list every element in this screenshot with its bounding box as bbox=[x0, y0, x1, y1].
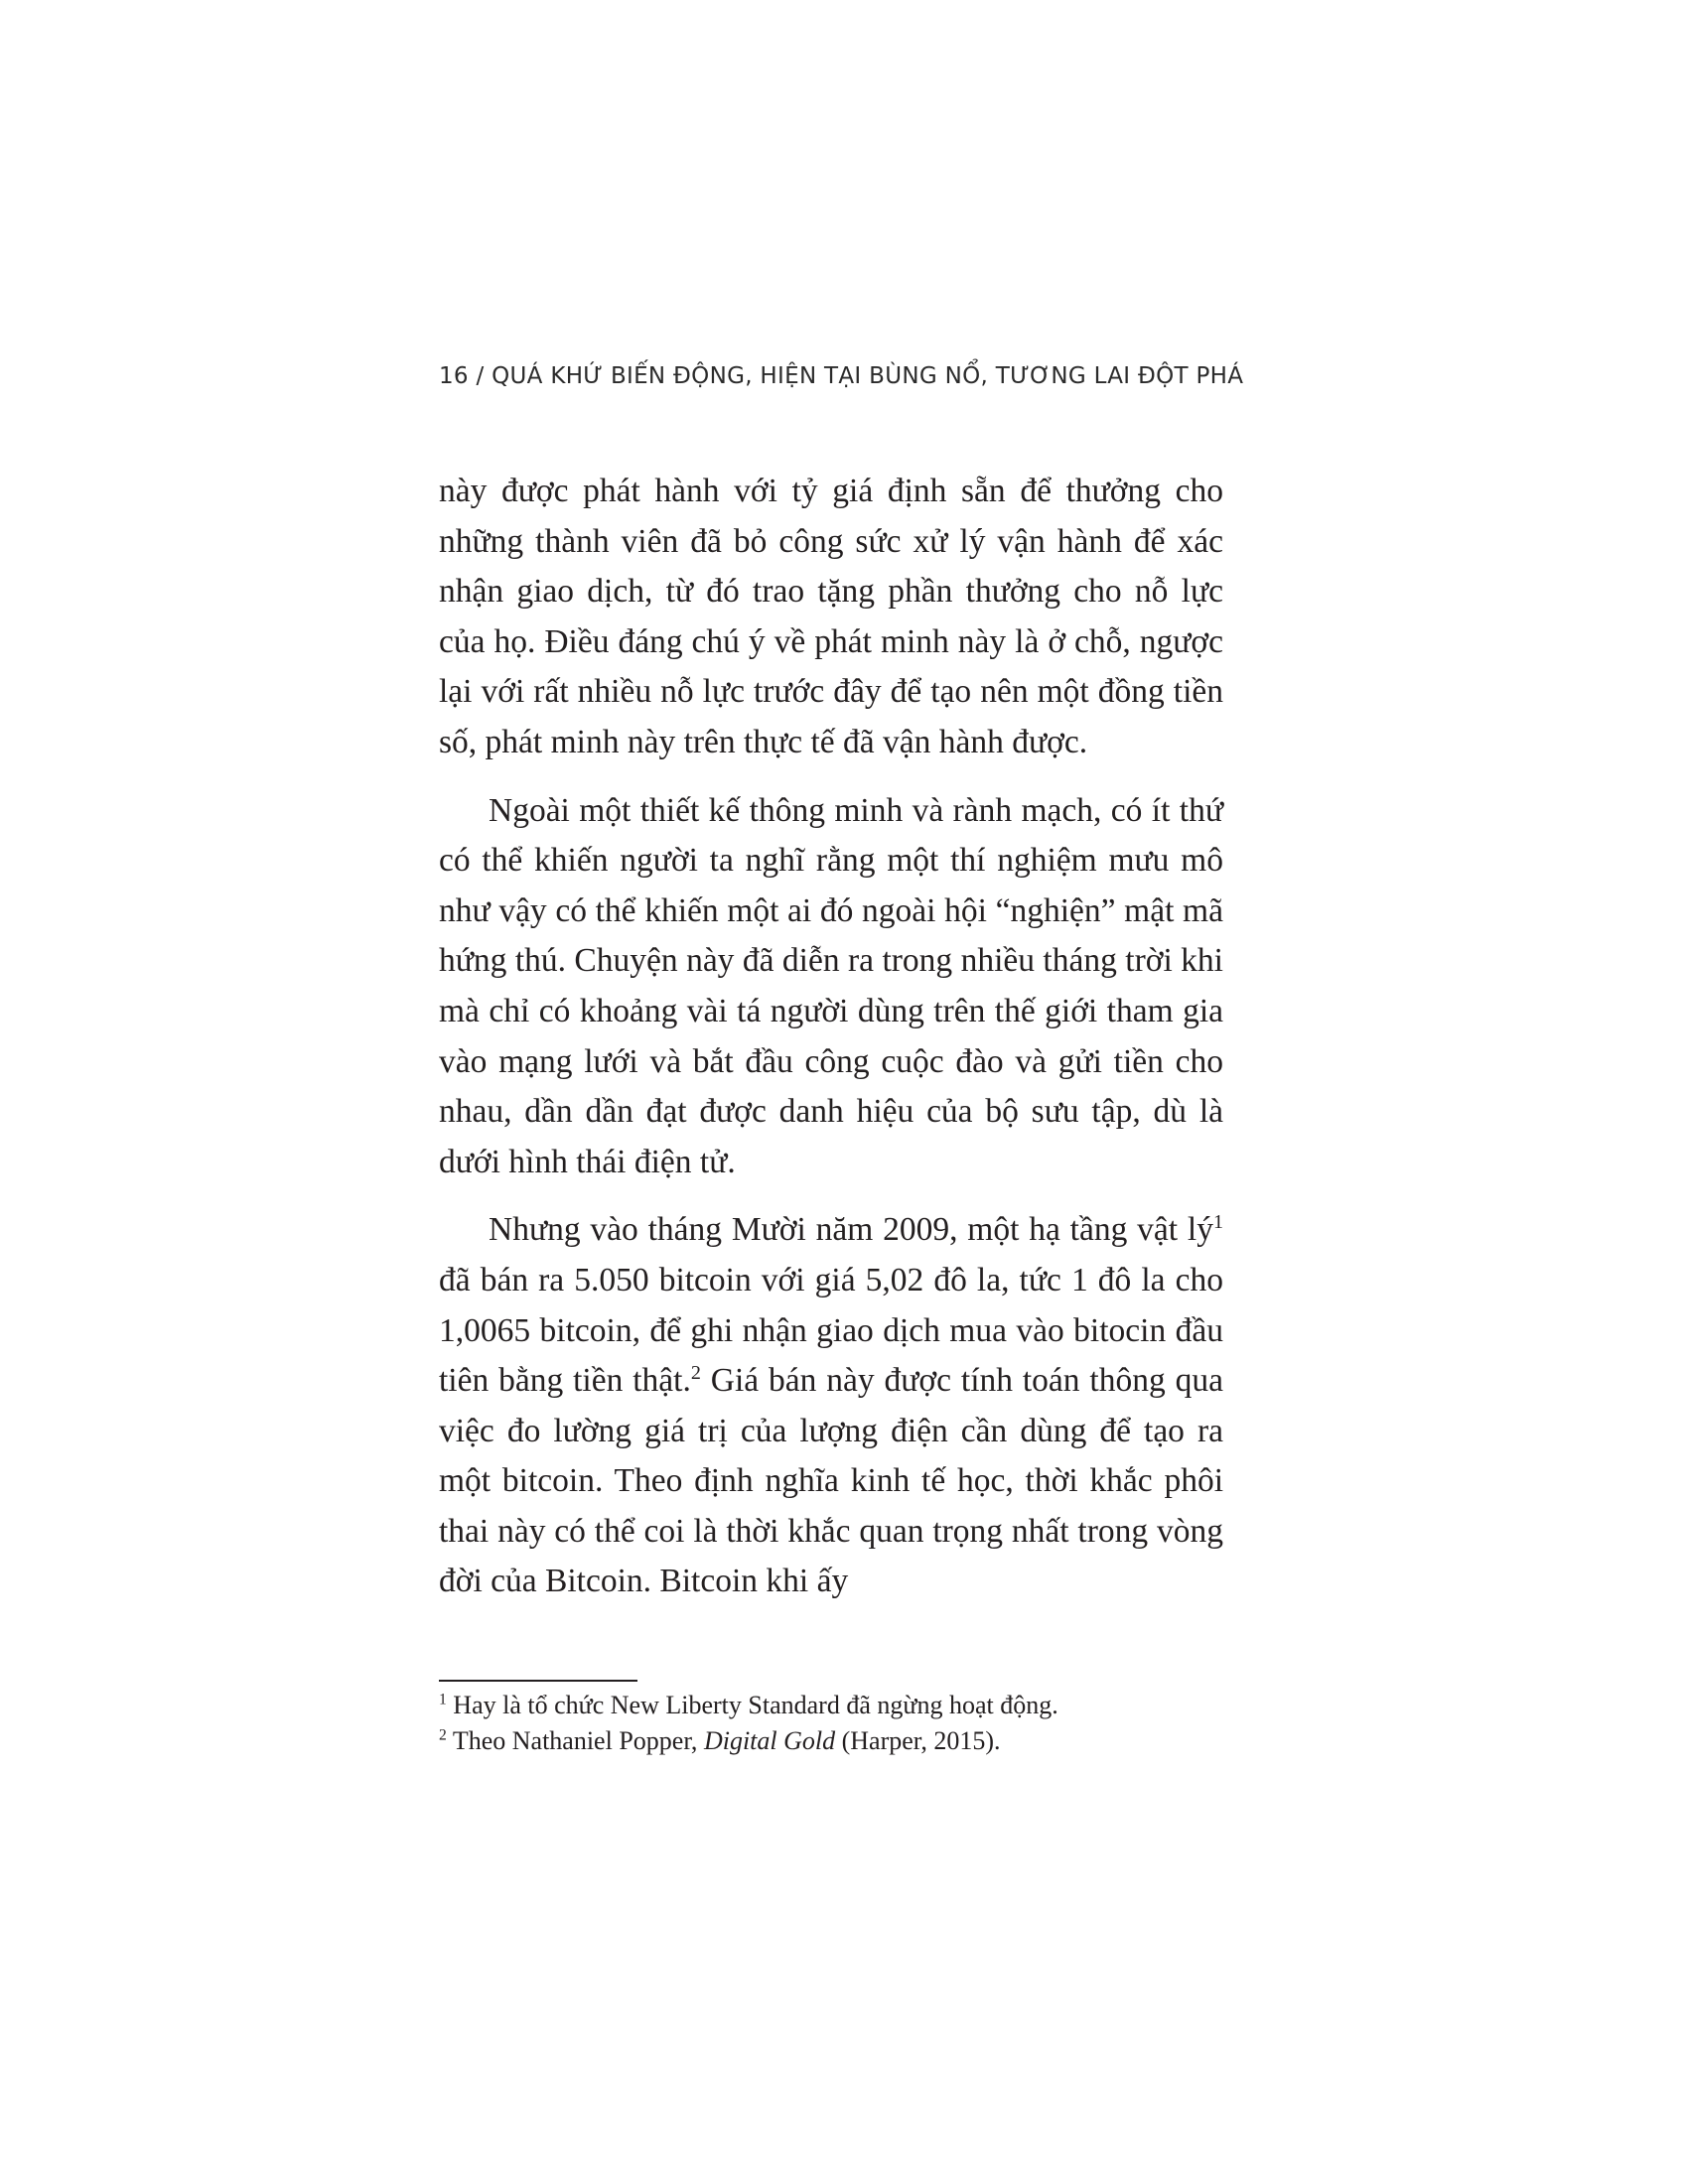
footnote-2-number: 2 bbox=[439, 1726, 447, 1744]
body-text bbox=[439, 467, 1223, 1607]
paragraph-3 bbox=[439, 1205, 1223, 1607]
footnote-divider bbox=[439, 1680, 637, 1682]
footnote-2 bbox=[439, 1723, 1233, 1759]
running-head: 16 / QUÁ KHỨ BIẾN ĐỘNG, HIỆN TẠI BÙNG NỔ, TƯƠNG LAI ĐỘT PHÁ bbox=[439, 363, 1244, 389]
paragraph-3-part-2: đã bán ra 5.050 bitcoin với giá 5,02 đô la, tức 1 đô la cho 1,0065 bitcoin, để ghi nhận giao dịch mua vào bitocin đầu tiên bằng tiền thật. bbox=[439, 1261, 1223, 1400]
paragraph-3-part-3: Giá bán này được tính toán thông qua việc đo lường giá trị của lượng điện cần dùng để tạo ra một bitcoin. Theo định nghĩa kinh tế học, thời khắc phôi thai này có thể coi là thời khắc quan trọng nhất trong vòng đời của Bitcoin. Bitcoin khi ấy bbox=[439, 1362, 1223, 1600]
paragraph-1: này được phát hành với tỷ giá định sẵn để thưởng cho những thành viên đã bỏ công sức xử lý vận hành để xác nhận giao dịch, từ đó trao tặng phần thưởng cho nỗ lực của họ. Điều đáng chú ý về phát minh này là ở chỗ, ngược lại với rất nhiều nỗ lực trước đây để tạo nên một đồng tiền số, phát minh này trên thực tế đã vận hành được. bbox=[439, 473, 1223, 760]
footnote-1 bbox=[439, 1688, 1233, 1723]
paragraph-3-part-1: Nhưng vào tháng Mười năm 2009, một hạ tầng vật lý bbox=[489, 1211, 1213, 1249]
footnote-ref-1: 1 bbox=[1212, 1211, 1223, 1234]
footnote-2-book-title: Digital Gold bbox=[703, 1726, 836, 1755]
paragraph-2: Ngoài một thiết kế thông minh và rành mạch, có ít thứ có thể khiến người ta nghĩ rằng một thí nghiệm mưu mô như vậy có thể khiến một ai đó ngoài hội “nghiện” mật mã hứng thú. Chuyện này đã diễn ra trong nhiều tháng trời khi mà chỉ có khoảng vài tá người dùng trên thế giới tham gia vào mạng lưới và bắt đầu công cuộc đào và gửi tiền cho nhau, dần dần đạt được danh hiệu của bộ sưu tập, dù là dưới hình thái điện tử. bbox=[439, 791, 1223, 1180]
footnote-ref-2: 2 bbox=[690, 1361, 701, 1384]
footnote-1-number: 1 bbox=[439, 1691, 447, 1708]
footnote-2-text: Theo Nathaniel Popper, bbox=[446, 1726, 704, 1755]
footnotes bbox=[439, 1688, 1233, 1759]
footnote-2-publisher: (Harper, 2015). bbox=[835, 1726, 1001, 1755]
footnote-1-text: Hay là tổ chức New Liberty Standard đã ngừng hoạt động. bbox=[446, 1691, 1058, 1719]
